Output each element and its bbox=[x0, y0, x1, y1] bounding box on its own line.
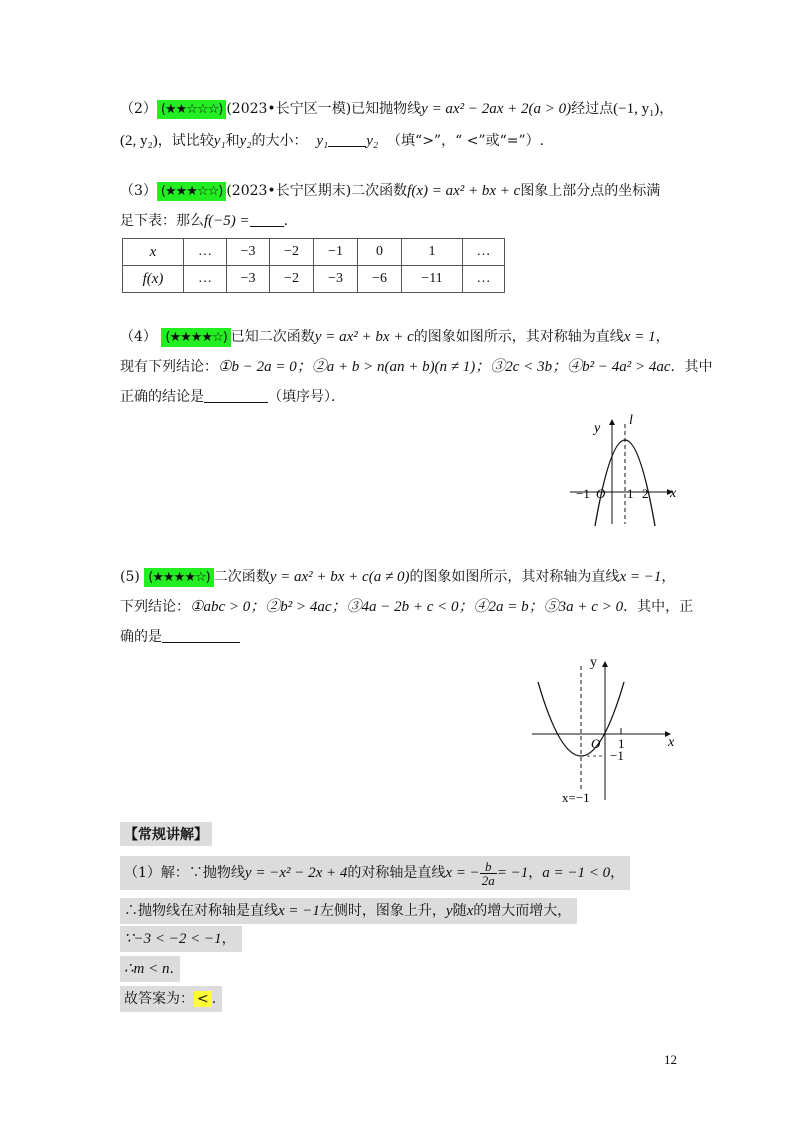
solution-text: 随 bbox=[452, 903, 467, 919]
x-axis-label: x bbox=[670, 486, 677, 501]
table-cell: −2 bbox=[270, 239, 314, 266]
problem-text: ．其中，正 bbox=[623, 599, 694, 615]
problem-source: (2023•长宁区一模) bbox=[226, 101, 352, 117]
difficulty-stars: (★★★★☆) bbox=[161, 328, 230, 347]
solution-text: 左侧时，图象上升， bbox=[319, 903, 446, 919]
fraction-numerator: b bbox=[480, 860, 497, 874]
x-axis-label: x bbox=[668, 735, 675, 750]
problem-4-line-2 bbox=[120, 356, 713, 378]
tick-label: −1 bbox=[610, 748, 624, 763]
table-cell: −2 bbox=[270, 266, 314, 293]
math-var: y₁ bbox=[213, 133, 226, 149]
difficulty-stars: (★★☆☆☆) bbox=[157, 100, 226, 119]
solution-line-2 bbox=[120, 898, 577, 924]
math-equation: y = ax² + bx + c bbox=[314, 329, 414, 345]
math-equation: = −1 bbox=[496, 865, 529, 881]
math-point: (−1, y₁) bbox=[613, 101, 660, 117]
table-cell: 0 bbox=[358, 239, 402, 266]
math-equation: y = −x² − 2x + 4 bbox=[244, 865, 348, 881]
problem-3-line-2 bbox=[120, 210, 700, 232]
problem-text: ，试比较 bbox=[157, 133, 214, 149]
problem-text: 二次函数 bbox=[351, 183, 408, 199]
problem-source: (2023•长宁区期末) bbox=[226, 183, 352, 199]
punctuation: ， bbox=[610, 865, 625, 881]
problem-text: 现有下列结论： bbox=[120, 359, 218, 375]
problem-hint: （填序号）． bbox=[268, 389, 345, 405]
symmetry-axis-label: x=−1 bbox=[562, 790, 590, 805]
solution-line-1 bbox=[120, 856, 630, 890]
table-cell: −3 bbox=[227, 239, 270, 266]
table-cell: … bbox=[463, 266, 505, 293]
problem-3-line-1 bbox=[120, 180, 700, 203]
solution-line-4 bbox=[120, 956, 180, 982]
tick-label: 2 bbox=[642, 486, 649, 501]
math-point: (2, y₂) bbox=[120, 133, 158, 149]
answer-blank[interactable] bbox=[250, 212, 284, 227]
problem-text: 已知二次函数 bbox=[230, 329, 315, 345]
math-var: x bbox=[466, 903, 474, 919]
math-equation: f(−5) = bbox=[204, 213, 250, 229]
math-var: y bbox=[445, 903, 453, 919]
table-cell: −3 bbox=[314, 266, 358, 293]
answer-blank[interactable] bbox=[162, 628, 240, 643]
math-equation: a = −1 < 0 bbox=[542, 865, 611, 881]
problem-text: 足下表：那么 bbox=[120, 213, 204, 229]
problem-5-line-2 bbox=[120, 596, 700, 618]
conclusion-3: ；③2c < 3b bbox=[475, 359, 553, 375]
tick-label: 1 bbox=[627, 486, 634, 501]
problem-text: 的大小： bbox=[251, 133, 308, 149]
origin-label: O bbox=[596, 486, 606, 501]
conclusion-3: ；③4a − 2b + c < 0 bbox=[331, 599, 459, 615]
problem-text: 经过点 bbox=[571, 101, 614, 117]
math-equation: ∴m < n bbox=[124, 961, 170, 977]
problem-text: 图象上部分点的坐标满 bbox=[520, 183, 661, 199]
problem-number: （4） bbox=[120, 329, 157, 345]
problem-4-line-1 bbox=[120, 326, 700, 349]
math-equation: f(x) = ax² + bx + c bbox=[407, 183, 521, 199]
problem-number: (5) bbox=[120, 569, 140, 585]
fraction bbox=[480, 860, 497, 887]
table-cell: −11 bbox=[402, 266, 463, 293]
punctuation: ， bbox=[661, 569, 676, 585]
punctuation: ， bbox=[528, 865, 543, 881]
difficulty-stars: (★★★☆☆) bbox=[157, 182, 226, 201]
answer-blank[interactable] bbox=[204, 388, 268, 403]
problem-4-line-3 bbox=[120, 386, 700, 408]
page-number: 12 bbox=[664, 1052, 677, 1067]
line-label: l bbox=[629, 413, 633, 428]
table-cell: 1 bbox=[402, 239, 463, 266]
math-var: y₂ bbox=[239, 133, 252, 149]
solution-text: 的增大而增大， bbox=[473, 903, 572, 919]
math-equation: x = −1 bbox=[278, 903, 320, 919]
conclusion-5: ；⑤3a + c > 0 bbox=[528, 599, 624, 615]
problem-5-line-1 bbox=[120, 566, 700, 589]
table-cell: −1 bbox=[314, 239, 358, 266]
parabola-graph-5 bbox=[528, 650, 688, 806]
problem-2-line-1 bbox=[120, 98, 700, 121]
solution-text: 的对称轴是直线 bbox=[347, 865, 446, 881]
problem-number: （2） bbox=[120, 101, 157, 117]
conclusion-4: ；④2a = b bbox=[458, 599, 529, 615]
punctuation: . bbox=[169, 961, 174, 977]
punctuation: . bbox=[283, 213, 289, 229]
math-equation: x = − bbox=[445, 865, 480, 881]
problem-text: 的图象如图所示，其对称轴为直线 bbox=[409, 569, 620, 585]
conclusion-2: ；②b² > 4ac bbox=[250, 599, 332, 615]
problem-text: 确的是 bbox=[120, 629, 162, 645]
conclusion-1: ①b − 2a = 0 bbox=[218, 359, 297, 375]
problem-hint: （填“>”，“ <”或“=”）. bbox=[387, 133, 545, 149]
solution-line-5 bbox=[120, 986, 222, 1012]
punctuation: ， bbox=[655, 329, 670, 345]
problem-text: 二次函数 bbox=[213, 569, 270, 585]
values-table bbox=[122, 238, 505, 293]
table-cell: … bbox=[463, 239, 505, 266]
answer-blank[interactable] bbox=[328, 132, 366, 147]
math-var: y₁ bbox=[316, 133, 329, 149]
table-row bbox=[123, 239, 505, 266]
math-equation: x = −1 bbox=[619, 569, 662, 585]
solution-line-3 bbox=[120, 926, 242, 952]
parabola-graph-4 bbox=[560, 410, 690, 530]
problem-text: 和 bbox=[225, 133, 240, 149]
table-cell: −3 bbox=[227, 266, 270, 293]
math-equation: x = 1 bbox=[623, 329, 656, 345]
math-var: y₂ bbox=[366, 133, 379, 149]
difficulty-stars: (★★★★☆) bbox=[144, 568, 213, 587]
y-axis-label: y bbox=[594, 421, 601, 436]
tick-label: 1 bbox=[618, 736, 625, 751]
math-equation: y = ax² − 2ax + 2(a > 0) bbox=[421, 101, 572, 117]
solution-text: ∴抛物线在对称轴是直线 bbox=[124, 903, 278, 919]
answer-highlight: < bbox=[194, 991, 212, 1007]
origin-label: O bbox=[591, 736, 601, 751]
math-equation: ∵−3 < −2 < −1 bbox=[124, 931, 222, 947]
y-axis-label: y bbox=[590, 655, 597, 670]
problem-text: 的图象如图所示，其对称轴为直线 bbox=[413, 329, 624, 345]
punctuation: . bbox=[211, 991, 217, 1007]
solution-text: （1）解：∵抛物线 bbox=[124, 865, 245, 881]
table-cell: … bbox=[184, 266, 227, 293]
problem-5-line-3 bbox=[120, 626, 700, 648]
solution-heading: 【常规讲解】 bbox=[120, 822, 212, 846]
problem-text: 已知抛物线 bbox=[351, 101, 422, 117]
fraction-denominator: 2a bbox=[481, 872, 495, 888]
math-equation: y = ax² + bx + c(a ≠ 0) bbox=[269, 569, 410, 585]
solution-text: 故答案为： bbox=[124, 991, 194, 1007]
table-row bbox=[123, 266, 505, 293]
tick-label: −1 bbox=[576, 486, 590, 501]
table-cell: x bbox=[123, 239, 184, 266]
problem-text: ．其中 bbox=[670, 359, 713, 375]
problem-text: 下列结论： bbox=[120, 599, 190, 615]
table-cell: −6 bbox=[358, 266, 402, 293]
punctuation: ， bbox=[659, 101, 674, 117]
punctuation: ， bbox=[221, 931, 236, 947]
conclusion-4: ；④b² − 4a² > 4ac bbox=[552, 359, 671, 375]
problem-text: 正确的结论是 bbox=[120, 389, 204, 405]
problem-2-line-2 bbox=[120, 130, 700, 152]
table-cell: … bbox=[184, 239, 227, 266]
problem-number: （3） bbox=[120, 183, 157, 199]
table-cell: f(x) bbox=[123, 266, 184, 293]
conclusion-1: ①abc > 0 bbox=[190, 599, 251, 615]
conclusion-2: ；②a + b > n(an + b)(n ≠ 1) bbox=[296, 359, 476, 375]
